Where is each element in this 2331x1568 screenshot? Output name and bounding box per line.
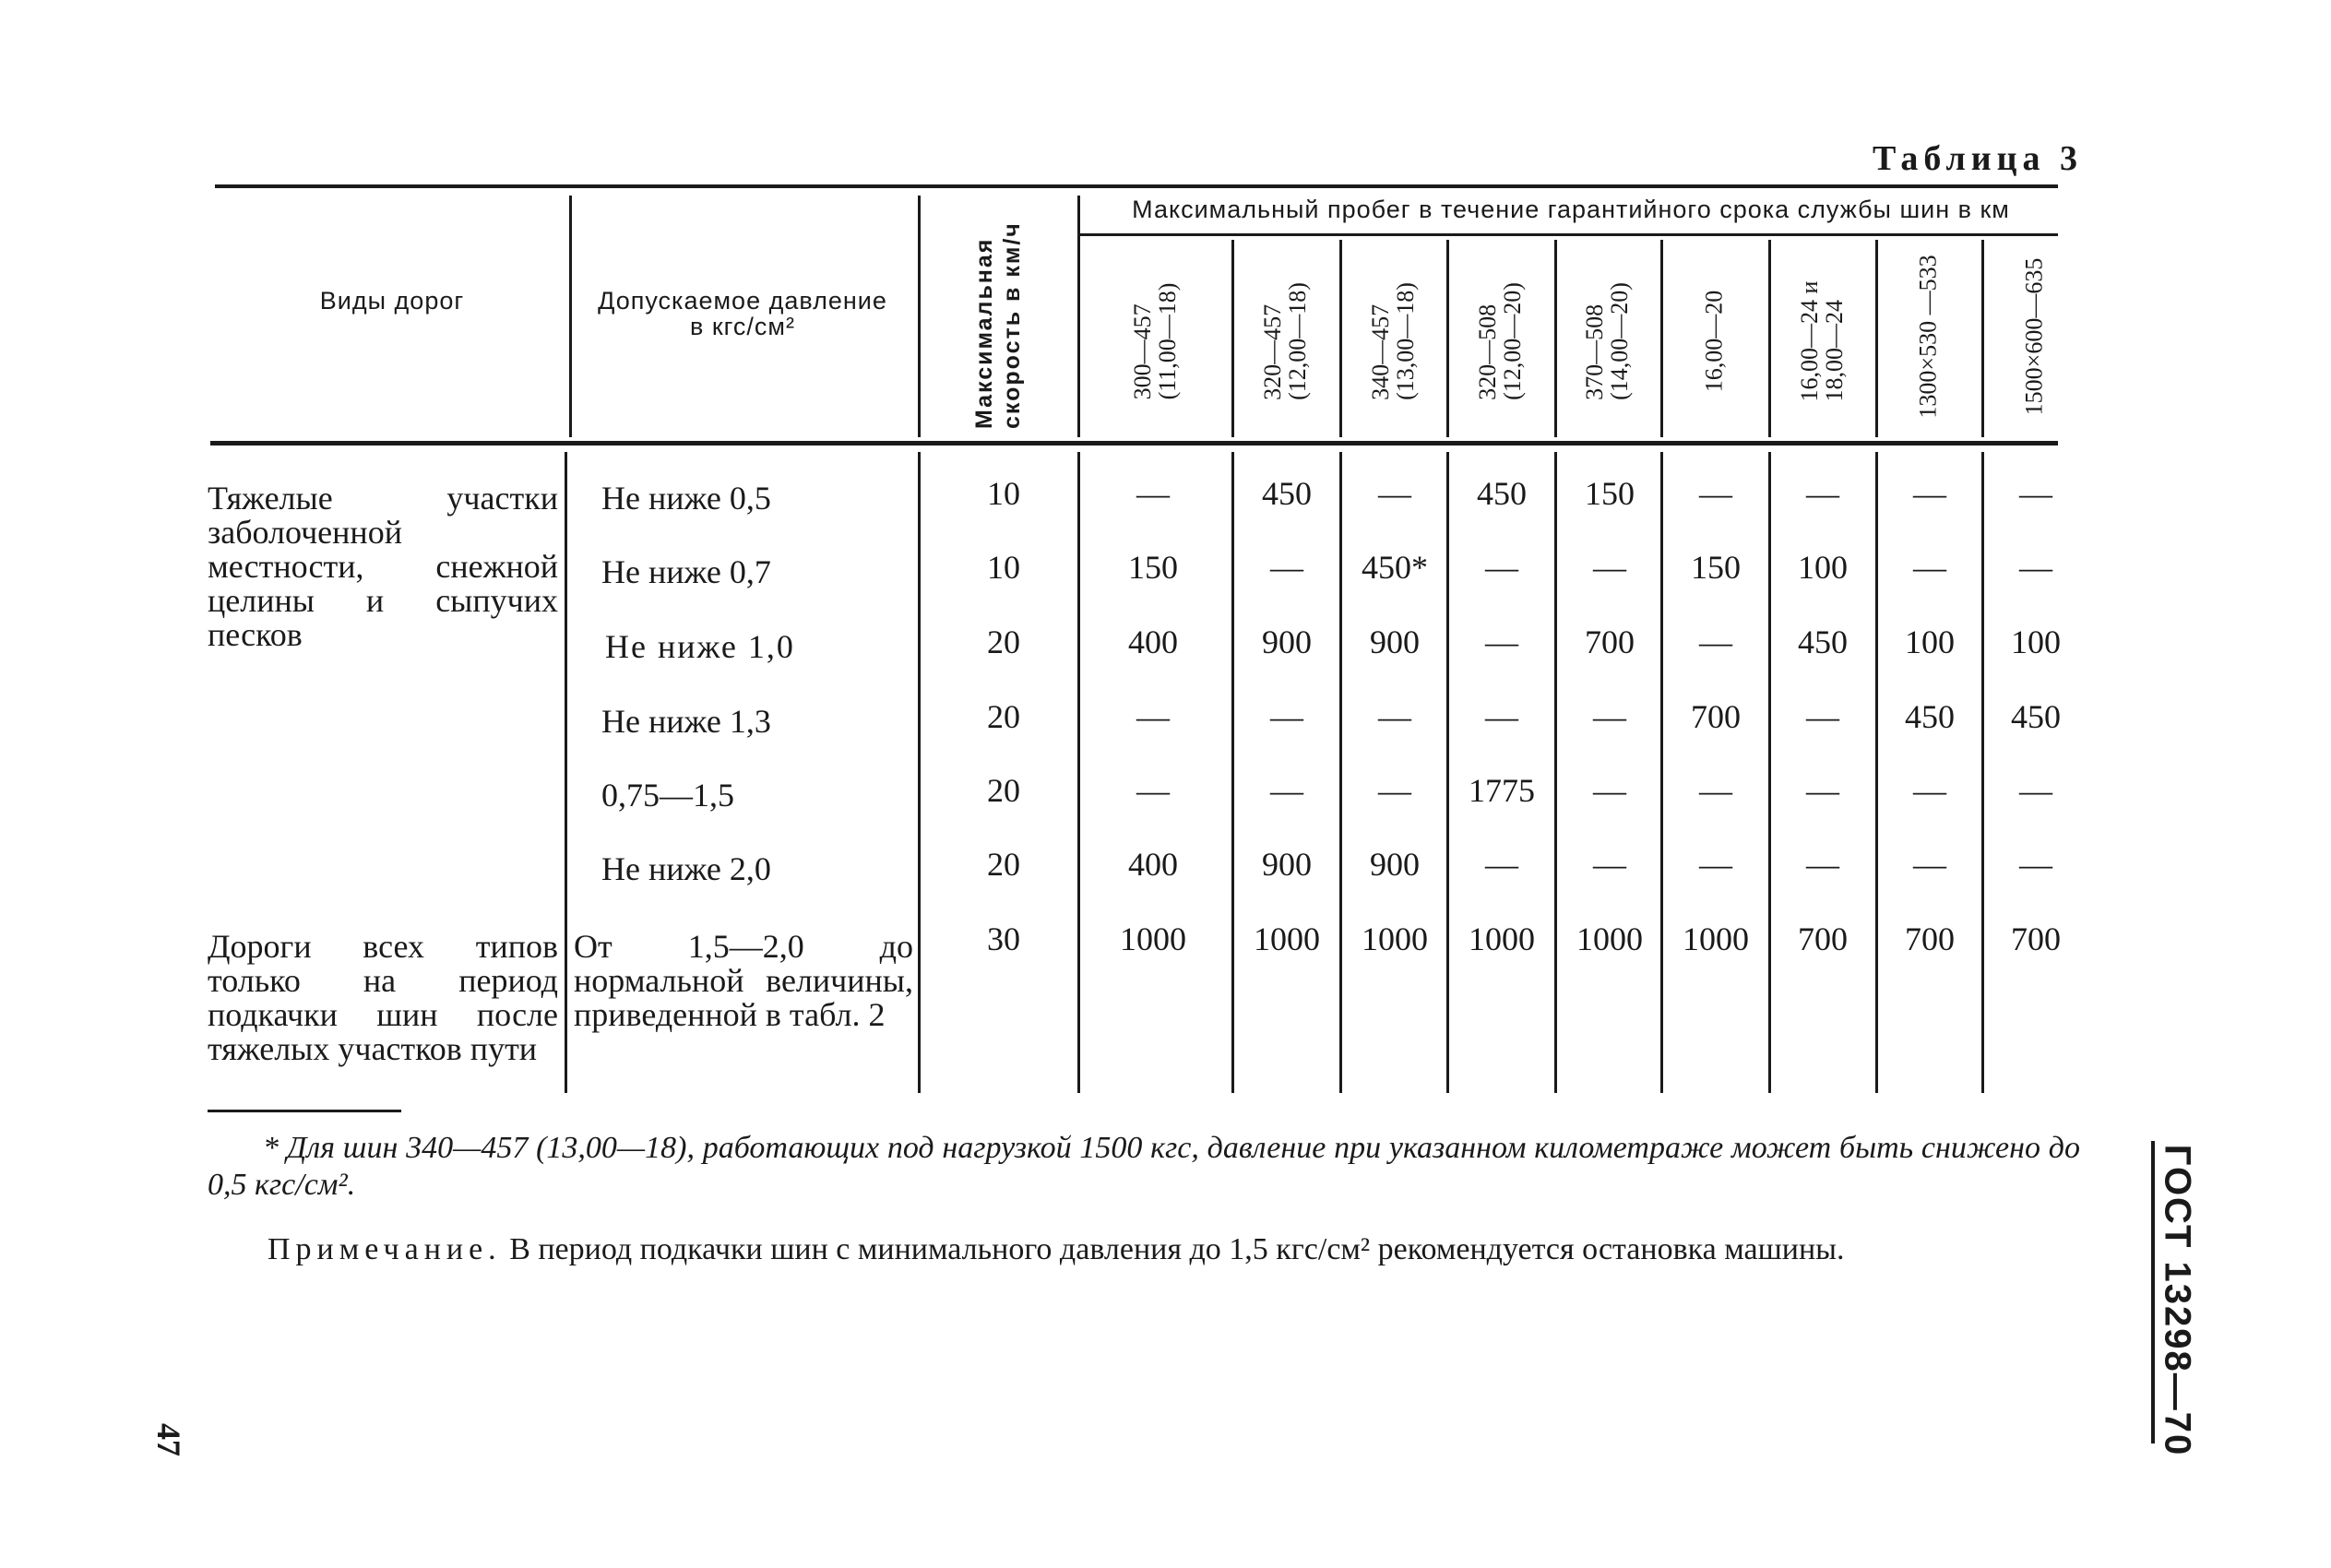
mileage-cell: — [1485,549,1518,586]
mileage-cell: — [1699,772,1732,809]
header-pressure: Допускаемое давление в кгс/см² [598,287,887,340]
col-line [1768,240,1771,437]
tire-size-header: 300—457 (11,00—18) [1129,282,1181,400]
footnote-rule [208,1110,401,1112]
mileage-cell: 700 [2011,921,2061,957]
mileage-cell: — [1806,846,1839,883]
mileage-cell: 400 [1128,846,1178,883]
speed-cell: 20 [987,772,1020,809]
col-line [1875,452,1878,1093]
tire-size-header: 340—457 (13,00—18) [1367,282,1419,400]
mileage-cell: — [1378,475,1411,512]
mileage-cell: 700 [1585,624,1635,660]
col-line [1231,240,1234,437]
mileage-cell: — [1699,846,1732,883]
col-line [1231,452,1234,1093]
tire-size-header: 320—457 (12,00—18) [1259,282,1311,400]
tire-size-header: 320—508 (12,00—20) [1474,282,1526,400]
pressure-cell: От 1,5—2,0 до нормальной величины, приведенной в табл. 2 [574,928,913,1033]
mileage-cell: 450 [2011,698,2061,735]
speed-cell: 20 [987,698,1020,735]
col-line [1660,240,1663,437]
gost-label: ГОСТ 13298—70 [2157,1144,2198,1457]
col-line [1981,452,1984,1093]
col-line [565,452,567,1093]
mileage-header-rule [1077,233,2058,236]
mileage-cell: 400 [1128,624,1178,660]
tire-size-header: 16,00—20 [1700,290,1728,393]
col-line [1660,452,1663,1093]
mileage-cell: 900 [1370,846,1420,883]
mileage-cell: — [1806,698,1839,735]
mileage-cell: — [1593,549,1626,586]
mileage-cell: — [1485,624,1518,660]
mileage-cell: 100 [1905,624,1955,660]
pressure-cell: Не ниже 0,5 [601,480,771,517]
col-line [1554,240,1557,437]
mileage-cell: — [2019,475,2052,512]
mileage-cell: — [1378,772,1411,809]
col-line [1554,452,1557,1093]
header-road-type: Виды дорог [319,287,465,315]
mileage-cell: — [2019,846,2052,883]
mileage-cell: 700 [1691,698,1741,735]
tire-size-header: 370—508 (14,00—20) [1581,282,1633,400]
mileage-cell: 700 [1905,921,1955,957]
speed-cell: 10 [987,549,1020,586]
col-line [569,196,572,437]
col-line [1768,452,1771,1093]
mileage-cell: 100 [2011,624,2061,660]
mileage-cell: — [1136,475,1170,512]
mileage-cell: — [1136,698,1170,735]
mileage-cell: 1775 [1469,772,1535,809]
mileage-cell: 450 [1477,475,1527,512]
mileage-cell: 100 [1798,549,1848,586]
mileage-cell: 900 [1262,624,1312,660]
mileage-cell: 450* [1362,549,1428,586]
mileage-cell: — [1913,772,1946,809]
header-mileage: Максимальный пробег в течение гарантийного срока службы шин в км [1132,196,2010,223]
col-line [918,196,921,437]
mileage-cell: — [1270,698,1303,735]
tire-size-header: 16,00—24 и 18,00—24 [1796,280,1848,402]
col-line [1981,240,1984,437]
mileage-cell: 900 [1262,846,1312,883]
note-text: В период подкачки шин с минимального давления до 1,5 кгс/см² рекомендуется остановка машины. [509,1232,1845,1266]
mileage-cell: 150 [1585,475,1635,512]
col-line [918,452,921,1093]
col-line [1077,452,1080,1093]
mileage-cell: — [1913,549,1946,586]
mileage-cell: 150 [1691,549,1741,586]
table-title: Таблица 3 [1873,139,2084,178]
mileage-cell: 1000 [1362,921,1428,957]
mileage-cell: — [1699,475,1732,512]
note [208,1231,2080,1268]
footnote: * Для шин 340—457 (13,00—18), работающих под нагрузкой 1500 кгс, давление при указанном километраже может быть снижено до 0,5 кгс/см². [208,1131,2080,1202]
mileage-cell: — [2019,772,2052,809]
mileage-cell: — [1699,624,1732,660]
pressure-cell: 0,75—1,5 [601,777,734,814]
page-number: 47 [150,1423,187,1456]
road-type-all: Дороги всех типов только на период подкачки шин после тяжелых участков пути [208,928,558,1067]
col-line [1077,196,1080,437]
col-line [1339,452,1342,1093]
side-rule [2151,1141,2155,1443]
mileage-cell: 1000 [1120,921,1186,957]
header-speed: Максимальная скорость в км/ч [971,221,1025,429]
pressure-cell: Не ниже 1,0 [605,628,795,665]
mileage-cell: 150 [1128,549,1178,586]
mileage-cell: — [1806,772,1839,809]
mileage-cell: — [1806,475,1839,512]
speed-cell: 30 [987,921,1020,957]
mileage-cell: — [1136,772,1170,809]
mileage-cell: 1000 [1683,921,1749,957]
col-line [1446,240,1449,437]
mileage-cell: 450 [1905,698,1955,735]
tire-size-header: 1500×600—635 [2020,257,2048,416]
mileage-cell: 450 [1798,624,1848,660]
mileage-cell: 1000 [1576,921,1643,957]
mileage-cell: — [1270,549,1303,586]
speed-cell: 20 [987,846,1020,883]
pressure-cell: Не ниже 1,3 [601,703,771,740]
header-bottom-rule [210,441,2058,445]
col-line [1446,452,1449,1093]
speed-cell: 20 [987,624,1020,660]
mileage-cell: — [1485,698,1518,735]
mileage-cell: — [1485,846,1518,883]
mileage-cell: 1000 [1254,921,1320,957]
col-line [1875,240,1878,437]
note-label: Примечание. [268,1232,502,1266]
pressure-cell: Не ниже 2,0 [601,850,771,887]
mileage-cell: — [1378,698,1411,735]
col-line [1339,240,1342,437]
mileage-cell: — [1270,772,1303,809]
speed-cell: 10 [987,475,1020,512]
mileage-cell: 900 [1370,624,1420,660]
mileage-cell: — [1593,772,1626,809]
road-type-heavy: Тяжелые участки заболоченной местности, снежной целины и сыпучих песков [208,480,558,653]
mileage-cell: — [1593,698,1626,735]
mileage-cell: — [1913,846,1946,883]
mileage-cell: — [1593,846,1626,883]
table-top-rule [215,184,2058,188]
mileage-cell: — [1913,475,1946,512]
mileage-cell: — [2019,549,2052,586]
tire-size-header: 1300×530 —533 [1914,255,1942,419]
mileage-cell: 1000 [1469,921,1535,957]
mileage-cell: 450 [1262,475,1312,512]
mileage-cell: 700 [1798,921,1848,957]
pressure-cell: Не ниже 0,7 [601,553,771,590]
